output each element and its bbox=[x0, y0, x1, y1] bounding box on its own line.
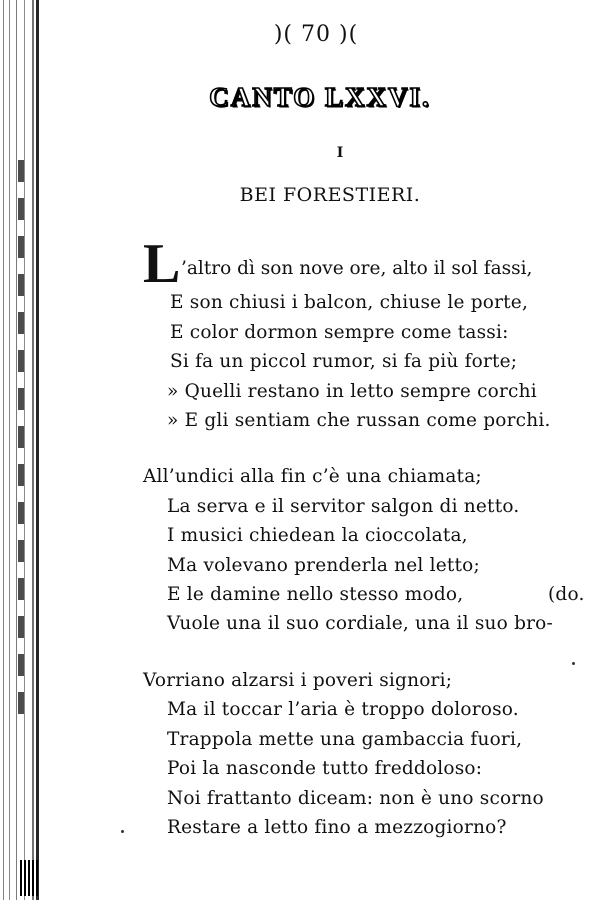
stanza-3-line-2: Ma il toccar l’aria è troppo doloroso. bbox=[167, 699, 519, 720]
stanza-3-line-3: Trappola mette una gambaccia fuori, bbox=[167, 729, 523, 750]
stanza-1-line-3: E color dormon sempre come tassi: bbox=[170, 322, 509, 343]
ink-speck bbox=[572, 662, 575, 665]
drop-cap: L bbox=[143, 233, 181, 295]
canto-title: CANTO LXXVI. bbox=[209, 82, 431, 112]
stanza-3-line-4: Poi la nasconde tutto freddoloso: bbox=[167, 758, 483, 779]
poem-title: BEI FORESTIERI. bbox=[239, 184, 421, 206]
stanza-3-line-5: Noi frattanto diceam: non è uno scorno bbox=[167, 788, 544, 809]
stanza-2-line-5: E le damine nello stesso modo, bbox=[167, 584, 464, 605]
stanza-1-line-1: ’altro dì son nove ore, alto il sol fassi, bbox=[181, 258, 533, 279]
stanza-2-line-1: All’undici alla fin c’è una chiamata; bbox=[143, 466, 482, 487]
binding-shadow-line bbox=[36, 0, 39, 900]
stanza-3-line-1: Vorriano alzarsi i poveri signori; bbox=[143, 670, 453, 691]
ink-speck bbox=[121, 830, 124, 833]
page-number: )( 70 )( bbox=[273, 22, 359, 47]
stanza-2-line-6: Vuole una il suo cordiale, una il suo bro- bbox=[167, 613, 553, 634]
stanza-1-line-2: E son chiusi i balcon, chiuse le porte, bbox=[170, 292, 529, 313]
stanza-2-line-4: Ma volevano prenderla nel letto; bbox=[167, 555, 480, 576]
stanza-2-line-3: I musici chiedean la cioccolata, bbox=[167, 525, 468, 546]
stanza-2-line-5-overflow: (do. bbox=[548, 584, 585, 605]
stanza-1-line-5: » Quelli restano in letto sempre corchi bbox=[167, 381, 537, 402]
binding-stitches bbox=[18, 160, 24, 720]
section-mark: I bbox=[336, 145, 344, 161]
stanza-1-line-6: » E gli sentiam che russan come porchi. bbox=[167, 410, 551, 431]
stanza-2-line-2: La serva e il servitor salgon di netto. bbox=[167, 496, 520, 517]
binding-foot-marks bbox=[20, 860, 38, 896]
stanza-1-line-4: Si fa un piccol rumor, si fa più forte; bbox=[170, 351, 518, 372]
stanza-3-line-6: Restare a letto fino a mezzogiorno? bbox=[167, 817, 507, 838]
